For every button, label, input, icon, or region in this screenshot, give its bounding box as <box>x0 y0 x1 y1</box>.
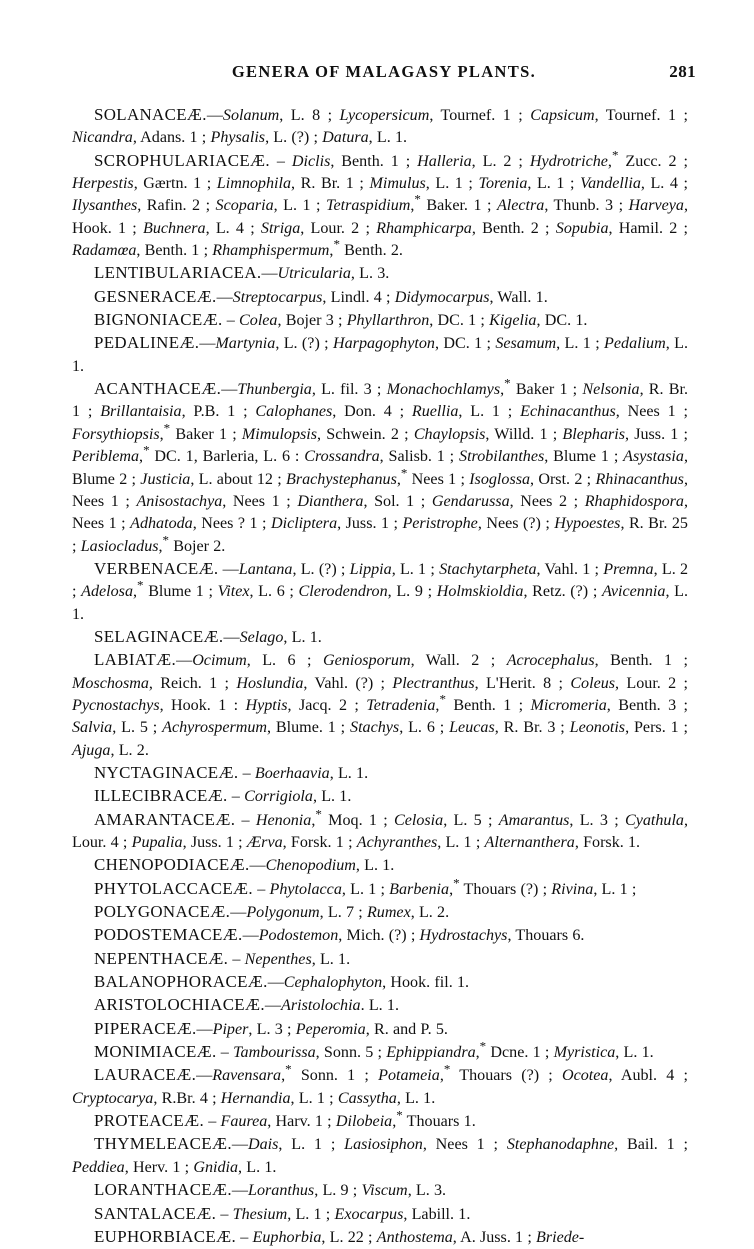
genus-name: Salvia <box>72 719 113 737</box>
genus-name: Harveya <box>628 197 684 215</box>
family-separator: — <box>267 974 284 992</box>
family-separator: — <box>176 652 193 670</box>
family-entry: PHYTOLACCACEÆ. – Phytolacca, L. 1 ; Barbenia,* Thouars (?) ; Rivina, L. 1 ; <box>94 875 637 898</box>
genus-name: Piper <box>212 1020 249 1038</box>
genus-name: Geniosporum <box>322 652 411 670</box>
genus-name: Forsythiopsis <box>72 425 160 443</box>
family-entry: NEPENTHACEÆ. – Nepenthes, L. 1. <box>94 948 351 968</box>
genus-name: Ruellia <box>411 403 459 421</box>
genus-name: Justicia <box>140 470 191 488</box>
genus-name: Hypoestes <box>554 515 621 533</box>
genus-name: Torenia <box>478 175 528 193</box>
family-separator: — <box>206 107 223 124</box>
asterisk-marker: * <box>504 375 511 391</box>
family-entry: THYMELEACEÆ.—Dais, L. 1 ; Lasiosiphon, Nees 1 ; Stephanodaphne, Bail. 1 ; Peddiea, Herv. 1 ; Gnidia, L. 1. <box>72 1134 689 1176</box>
page-title: GENERA OF MALAGASY PLANTS. <box>231 62 537 81</box>
family-name: SCROPHULARIACEÆ. <box>94 150 270 170</box>
genus-name: Avicennia <box>601 583 666 601</box>
genus-name: Harpagophyton <box>333 335 435 353</box>
genus-name: Viscum <box>361 1182 408 1200</box>
genus-name: Peperomia <box>295 1020 366 1038</box>
family-separator: – <box>269 152 292 170</box>
genus-name: Gendarussa <box>431 492 510 510</box>
family-name: BALANOPHORACEÆ. <box>94 972 268 992</box>
asterisk-marker: * <box>137 577 144 593</box>
body-text <box>72 104 688 1249</box>
genus-name: Adelosa <box>81 583 133 601</box>
genus-name: Mimulopsis <box>241 425 318 443</box>
family-separator: — <box>196 1020 213 1038</box>
genus-name: Rhaphidospora <box>584 492 684 510</box>
genus-name: Micromeria <box>530 696 607 714</box>
genus-name: Vitex <box>217 583 250 601</box>
family-name: ARISTOLOCHIACEÆ. <box>94 995 265 1015</box>
genus-name: Peddiea <box>72 1158 125 1176</box>
genus-name: Hydrotriche <box>529 152 608 170</box>
genus-name: Phytolacca <box>269 880 342 898</box>
family-separator: – <box>236 1228 253 1246</box>
family-entry: PODOSTEMACEÆ.—Podostemon, Mich. (?) ; Hydrostachys, Thouars 6. <box>94 925 585 945</box>
asterisk-marker: * <box>143 442 150 458</box>
genus-name: Achyrospermum <box>162 719 268 737</box>
family-entry: MONIMIACEÆ. – Tambourissa, Sonn. 5 ; Ephippiandra,* Dcne. 1 ; Myristica, L. 1. <box>94 1038 654 1062</box>
genus-name: Rumex <box>366 904 411 922</box>
genus-name: Isoglossa <box>469 470 531 488</box>
family-entry: PROTEACEÆ. – Faurea, Harv. 1 ; Dilobeia,* Thouars 1. <box>94 1107 476 1131</box>
genus-name: Podostemon <box>258 927 339 945</box>
genus-name: Amarantus <box>498 811 570 829</box>
family-name: SANTALACEÆ. <box>94 1203 217 1223</box>
family-separator: — <box>264 997 282 1015</box>
genus-name: Chenopodium <box>265 857 356 875</box>
genus-name: Polygonum <box>246 904 320 922</box>
genus-name: Exocarpus <box>334 1205 404 1223</box>
genus-name: Tetraspidium <box>326 197 411 215</box>
genus-name: Hoslundia <box>236 674 304 692</box>
family-entry: BIGNONIACEÆ. – Colea, Bojer 3 ; Phyllarthron, DC. 1 ; Kigelia, DC. 1. <box>94 310 588 330</box>
genus-name: Tetradenia <box>366 696 436 714</box>
family-separator: — <box>199 335 216 353</box>
genus-name: Celosia <box>394 811 444 829</box>
genus-name: Lasiocladus <box>80 537 159 555</box>
family-name: PIPERACEÆ. <box>94 1018 197 1038</box>
family-name: NYCTAGINACEÆ. <box>94 762 239 782</box>
family-name: LAURACEÆ. <box>94 1065 197 1085</box>
genus-name: Nepenthes <box>244 950 312 968</box>
genus-name: Ocotea <box>561 1067 609 1085</box>
genus-name: Lantana <box>238 560 293 578</box>
family-separator: — <box>216 288 233 306</box>
genus-name: Aristolochia <box>281 997 361 1015</box>
family-entry: ACANTHACEÆ.—Thunbergia, L. fil. 3 ; Monachochlamys,* Baker 1 ; Nelsonia, R. Br. 1 ; Brillantaisia, P.B. 1 ; Calophanes, Don. 4 ; Ruellia, L. 1 ; Echinacanthus, Nees 1 ; Forsythiopsis,* Baker 1 ; Mimulopsis, Schwein. 2 ; Chaylopsis, Willd. 1 ; Blepharis, Juss. 1 ; Periblema,* DC. 1, Barleria, L. 6 : Crossandra, Salisb. 1 ; Strobilanthes, Blume 1 ; Asystasia, Blume 2 ; Justicia, L. about 12 ; Brachystephanus,* Nees 1 ; Isoglossa, Orst. 2 ; Rhinacanthus, Nees 1 ; Anisostachya, Nees 1 ; Dianthera, Sol. 1 ; Gendarussa, Nees 2 ; Rhaphidospora, Nees 1 ; Adhatoda, Nees ? 1 ; Dicliptera, Juss. 1 ; Peristrophe, Nees (?) ; Hypoestes, R. Br. 25 ; Lasiocladus,* Bojer 2. <box>72 375 688 555</box>
family-separator: — <box>261 265 278 283</box>
family-name: POLYGONACEÆ. <box>94 902 231 922</box>
family-separator: — <box>221 381 238 399</box>
genus-name: Brillantaisia <box>100 403 182 421</box>
genus-name: Nicandra <box>72 129 133 147</box>
genus-name: Alternanthera <box>484 834 575 851</box>
genus-name: Pupalia <box>131 834 183 851</box>
genus-name: Peristrophe <box>402 515 478 533</box>
genus-name: Coleus <box>570 674 616 692</box>
asterisk-marker: * <box>479 1038 487 1054</box>
family-separator: — <box>249 857 266 875</box>
family-entry: SOLANACEÆ.—Solanum, L. 8 ; Lycopersicum, Tournef. 1 ; Capsicum, Tournef. 1 ; Nicandra, Adans. 1 ; Physalis, L. (?) ; Datura, L. 1. <box>72 105 688 147</box>
family-name: ILLECIBRACEÆ. <box>94 786 228 806</box>
genus-name: Gnidia <box>193 1158 239 1176</box>
genus-name: Mimulus <box>369 175 426 193</box>
genus-name: Ephippiandra <box>386 1044 476 1062</box>
family-separator: — <box>231 1136 249 1154</box>
family-name: PODOSTEMACEÆ. <box>94 925 243 945</box>
genus-name: Ilysanthes <box>72 197 138 215</box>
asterisk-marker: * <box>162 532 170 548</box>
family-entry: ARISTOLOCHIACEÆ.—Aristolochia. L. 1. <box>94 995 399 1015</box>
family-separator: – <box>227 788 245 806</box>
genus-name: Cyathula <box>624 811 684 829</box>
family-entry: SELAGINACEÆ.—Selago, L. 1. <box>94 626 322 646</box>
asterisk-marker: * <box>285 1062 292 1078</box>
family-name: SOLANACEÆ. <box>94 105 207 124</box>
family-name: LORANTHACEÆ. <box>94 1180 232 1200</box>
family-name: LABIATÆ. <box>94 650 177 670</box>
family-entry: LENTIBULARIACEA.—Utricularia, L. 3. <box>94 263 390 283</box>
genus-name: Martynia <box>215 335 276 353</box>
genus-name: Ajuga <box>72 741 111 759</box>
genus-name: Rhinacanthus <box>595 470 684 488</box>
family-entry: BALANOPHORACEÆ.—Cephalophyton, Hook. fil. 1. <box>94 972 470 992</box>
asterisk-marker: * <box>453 875 460 891</box>
genus-name: Barbenia <box>389 880 450 898</box>
genus-name: Herpestis <box>72 175 134 193</box>
genus-name: Stachys <box>350 719 400 737</box>
family-entry: SCROPHULARIACEÆ. – Diclis, Benth. 1 ; Halleria, L. 2 ; Hydrotriche,* Zucc. 2 ; Herpestis, Gærtn. 1 ; Limnophila, R. Br. 1 ; Mimulus, L. 1 ; Torenia, L. 1 ; Vandellia, L. 4 ; Ilysanthes, Rafin. 2 ; Scoparia, L. 1 ; Tetraspidium,* Baker. 1 ; Alectra, Thunb. 3 ; Harveya, Hook. 1 ; Buchnera, L. 4 ; Striga, Lour. 2 ; Rhamphicarpa, Benth. 2 ; Sopubia, Hamil. 2 ; Radamœa, Benth. 1 ; Rhamphispermum,* Benth. 2. <box>72 147 689 260</box>
family-separator: – <box>238 764 255 782</box>
genus-name: Striga <box>260 219 301 237</box>
family-name: PROTEACEÆ. <box>94 1111 205 1131</box>
genus-name: Utricularia <box>277 265 351 283</box>
genus-name: Moschosma <box>72 674 149 692</box>
family-name: PHYTOLACCACEÆ. <box>94 878 253 898</box>
genus-name: Sesamum <box>495 335 557 353</box>
family-entry: LABIATÆ.—Ocimum, L. 6 ; Geniosporum, Wall. 2 ; Acrocephalus, Benth. 1 ; Moschosma, Reich. 1 ; Hoslundia, Vahl. (?) ; Plectranthus, L'Herit. 8 ; Coleus, Lour. 2 ; Pycnostachys, Hook. 1 : Hyptis, Jacq. 2 ; Tetradenia,* Benth. 1 ; Micromeria, Benth. 3 ; Salvia, L. 5 ; Achyrospermum, Blume. 1 ; Stachys, L. 6 ; Leucas, R. Br. 3 ; Leonotis, Pers. 1 ; Ajuga, L. 2. <box>72 650 688 759</box>
family-separator: – <box>252 880 270 898</box>
genus-name: Crossandra <box>304 448 380 466</box>
family-separator: – <box>228 950 245 968</box>
family-name: THYMELEACEÆ. <box>94 1134 232 1154</box>
family-name: NEPENTHACEÆ. <box>94 948 229 968</box>
genus-name: Streptocarpus <box>232 288 323 306</box>
asterisk-marker: * <box>443 1062 451 1078</box>
genus-name: Pedalium <box>604 335 666 353</box>
genus-name: Henonia <box>255 811 312 829</box>
genus-name: Thunbergia <box>237 381 312 399</box>
family-separator: – <box>216 1205 233 1223</box>
family-separator: – <box>216 1044 234 1062</box>
genus-name: Physalis <box>210 129 266 147</box>
family-separator: – <box>235 811 256 829</box>
genus-name: Rivina <box>551 880 594 898</box>
genus-name: Euphorbia <box>252 1228 322 1246</box>
genus-name: Leucas <box>449 719 495 737</box>
genus-name: Calophanes <box>255 403 333 421</box>
family-name: VERBENACEÆ. <box>94 558 219 578</box>
genus-name: Adhatoda <box>130 515 193 533</box>
genus-name: Sopubia <box>555 219 609 237</box>
genus-name: Hyptis <box>245 696 288 714</box>
genus-name: Nelsonia <box>582 381 640 399</box>
asterisk-marker: * <box>414 192 421 208</box>
genus-name: Vandellia <box>580 175 641 193</box>
genus-name: Phyllarthron <box>346 312 430 330</box>
family-name: PEDALINEÆ. <box>94 333 200 353</box>
genus-name: Limnophila <box>216 175 292 193</box>
genus-name: Diclis <box>291 152 331 170</box>
genus-name: Cephalophyton <box>283 974 383 992</box>
genus-name: Tambourissa <box>233 1044 316 1062</box>
genus-name: Lippia <box>349 560 392 578</box>
genus-name: Ravensara <box>212 1067 282 1085</box>
genus-name: Strobilanthes <box>459 448 545 466</box>
family-separator: — <box>218 560 239 578</box>
family-separator: — <box>223 628 240 646</box>
asterisk-marker: * <box>611 147 619 163</box>
asterisk-marker: * <box>315 806 322 822</box>
family-name: ACANTHACEÆ. <box>94 379 222 399</box>
genus-name: Dicliptera <box>270 515 338 533</box>
genus-name: Cassytha <box>337 1089 397 1107</box>
family-name: BIGNONIACEÆ. <box>94 310 223 330</box>
asterisk-marker: * <box>396 1107 403 1123</box>
family-entry: GESNERACEÆ.—Streptocarpus, Lindl. 4 ; Didymocarpus, Wall. 1. <box>94 286 548 306</box>
genus-name: Solanum <box>222 107 280 124</box>
genus-name: Loranthus <box>248 1182 315 1200</box>
family-name: EUPHORBIACEÆ. <box>94 1226 237 1246</box>
genus-name: Myristica <box>553 1044 616 1062</box>
genus-name: Potameia <box>378 1067 440 1085</box>
family-entry: EUPHORBIACEÆ. – Euphorbia, L. 22 ; Anthostema, A. Juss. 1 ; Briede- <box>94 1226 585 1246</box>
genus-name: Dilobeia <box>335 1113 393 1131</box>
family-entry: LORANTHACEÆ.—Loranthus, L. 9 ; Viscum, L. 3. <box>94 1180 447 1200</box>
genus-name: Halleria <box>417 152 472 170</box>
genus-name: Briede- <box>536 1228 585 1246</box>
genus-name: Rhamphicarpa <box>376 219 472 237</box>
asterisk-marker: * <box>163 420 171 436</box>
family-entry: POLYGONACEÆ.—Polygonum, L. 7 ; Rumex, L. 2. <box>94 902 450 922</box>
genus-name: Hernandia <box>220 1089 291 1107</box>
genus-name: Stachytarpheta <box>439 560 537 578</box>
genus-name: Rhamphispermum <box>212 242 330 260</box>
genus-name: Clerodendron <box>298 583 388 601</box>
family-entry: AMARANTACEÆ. – Henonia,* Moq. 1 ; Celosia, L. 5 ; Amarantus, L. 3 ; Cyathula, Lour. 4 ; Pupalia, Juss. 1 ; Ærva, Forsk. 1 ; Achyranthes, L. 1 ; Alternanthera, Forsk. 1. <box>72 806 688 851</box>
genus-name: Hydrostachys <box>419 927 508 945</box>
family-entry: ILLECIBRACEÆ. – Corrigiola, L. 1. <box>94 786 352 806</box>
genus-name: Pycnostachys <box>72 696 160 714</box>
family-separator: – <box>222 312 240 330</box>
genus-name: Dianthera <box>297 492 364 510</box>
genus-name: Chaylopsis <box>413 425 486 443</box>
family-entry: SANTALACEÆ. – Thesium, L. 1 ; Exocarpus, Labill. 1. <box>94 1203 471 1223</box>
family-separator: — <box>230 904 247 922</box>
genus-name: Periblema <box>72 448 140 466</box>
running-head <box>72 62 696 88</box>
genus-name: Holmskioldia <box>436 583 524 601</box>
genus-name: Boerhaavia <box>254 764 330 782</box>
family-name: SELAGINACEÆ. <box>94 626 224 646</box>
genus-name: Buchnera <box>143 219 206 237</box>
family-separator: — <box>231 1182 249 1200</box>
genus-name: Scoparia <box>215 197 274 215</box>
genus-name: Stephanodaphne <box>506 1136 615 1154</box>
genus-name: Anthostema <box>376 1228 453 1246</box>
family-name: CHENOPODIACEÆ. <box>94 855 250 875</box>
asterisk-marker: * <box>439 691 446 707</box>
family-separator: – <box>204 1113 221 1131</box>
family-entry: PEDALINEÆ.—Martynia, L. (?) ; Harpagophyton, DC. 1 ; Sesamum, L. 1 ; Pedalium, L. 1. <box>72 333 688 375</box>
genus-name: Kigelia <box>489 312 537 330</box>
genus-name: Blepharis <box>562 425 626 443</box>
genus-name: Leonotis <box>569 719 626 737</box>
family-name: GESNERACEÆ. <box>94 286 217 306</box>
genus-name: Achyranthes <box>356 834 438 851</box>
family-entry: CHENOPODIACEÆ.—Chenopodium, L. 1. <box>94 855 395 875</box>
genus-name: Premna <box>603 560 654 578</box>
genus-name: Asystasia <box>623 448 684 466</box>
family-entry: PIPERACEÆ.—Piper, L. 3 ; Peperomia, R. and P. 5. <box>94 1018 448 1038</box>
genus-name: Echinacanthus <box>520 403 616 421</box>
genus-name: Colea <box>239 312 278 330</box>
genus-name: Lycopersicum <box>339 107 430 124</box>
genus-name: Datura <box>322 129 369 147</box>
asterisk-marker: * <box>400 465 408 481</box>
genus-name: Acrocephalus <box>506 652 595 670</box>
genus-name: Plectranthus <box>392 674 475 692</box>
genus-name: Ocimum <box>192 652 247 670</box>
page-number: 281 <box>669 62 696 81</box>
genus-name: Corrigiola <box>244 788 313 806</box>
genus-name: Dais <box>248 1136 279 1154</box>
genus-name: Monachochlamys <box>386 381 501 399</box>
genus-name: Cryptocarya <box>72 1089 154 1107</box>
genus-name: Capsicum <box>530 107 595 124</box>
family-entry: LAURACEÆ.—Ravensara,* Sonn. 1 ; Potameia,* Thouars (?) ; Ocotea, Aubl. 4 ; Cryptocarya, R.Br. 4 ; Hernandia, L. 1 ; Cassytha, L. 1. <box>72 1062 688 1107</box>
family-separator: — <box>242 927 259 945</box>
genus-name: Selago <box>239 628 284 646</box>
genus-name: Lasiosiphon <box>344 1136 423 1154</box>
family-entry: NYCTAGINACEÆ. – Boerhaavia, L. 1. <box>94 762 369 782</box>
genus-name: Anisostachya <box>136 492 223 510</box>
family-name: AMARANTACEÆ. <box>94 809 236 829</box>
genus-name: Radamœa <box>72 242 137 260</box>
family-entry: VERBENACEÆ. —Lantana, L. (?) ; Lippia, L. 1 ; Stachytarpheta, Vahl. 1 ; Premna, L. 2 ; Adelosa,* Blume 1 ; Vitex, L. 6 ; Clerodendron, L. 9 ; Holmskioldia, Retz. (?) ; Avicennia, L. 1. <box>72 558 689 623</box>
family-separator: — <box>196 1067 213 1085</box>
family-name: MONIMIACEÆ. <box>94 1042 217 1062</box>
asterisk-marker: * <box>333 236 340 252</box>
genus-name: Alectra <box>496 197 545 215</box>
genus-name: Thesium <box>232 1205 288 1223</box>
genus-name: Faurea <box>220 1113 268 1131</box>
genus-name: Brachystephanus <box>285 470 397 488</box>
genus-name: Didymocarpus <box>394 288 490 306</box>
genus-name: Ærva <box>246 834 283 851</box>
family-name: LENTIBULARIACEA. <box>94 263 262 283</box>
